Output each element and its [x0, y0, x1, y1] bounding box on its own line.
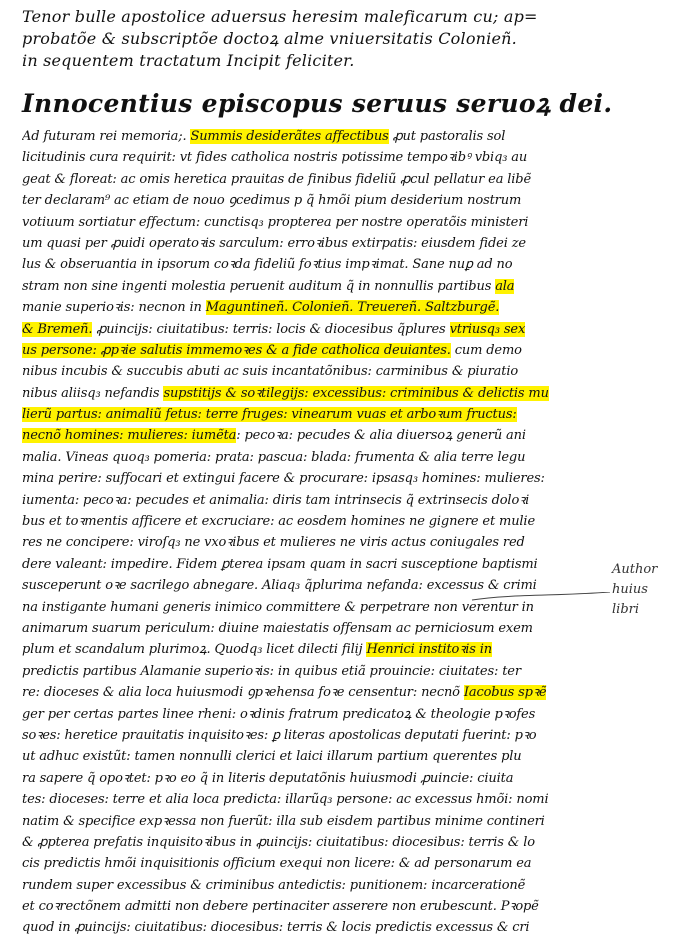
- text-line: [22, 746, 607, 767]
- text-line: [22, 811, 607, 832]
- text-line: [22, 468, 607, 489]
- text-line: [22, 853, 607, 874]
- text-segment: rundem super excessibus & criminibus antedictis: punitionem: incarcerationẽ: [22, 877, 526, 893]
- margin-note-line: libri: [612, 602, 640, 617]
- text-segment: ꝓuincijs: ciuitatibus: terris: locis & diocesibus q̃plures: [92, 321, 450, 337]
- text-line: [22, 276, 607, 297]
- text-line: [22, 832, 607, 853]
- bull-body-text: [22, 126, 607, 939]
- text-segment: predictis partibus Alamanie superioꝛis: in quibus etiã prouincie: ciuitates: ter: [22, 663, 521, 679]
- margin-note-line: Author: [612, 562, 658, 577]
- margin-annotation-pointer: [470, 592, 620, 622]
- text-line: [22, 896, 607, 917]
- text-segment: lus & obseruantia in ipsorum coꝛda fideliũ foꝛtius impꝛimat. Sane nuꝑ ad no: [22, 257, 513, 273]
- text-line: [22, 917, 607, 938]
- bull-heading: Innocentius episcopus seruus seruoꝝ dei.: [22, 89, 613, 118]
- text-segment: soꝛes: heretice prauitatis inquisitoꝛes: ꝑ literas apostolicas deputati fuerint: pꝛo: [22, 727, 537, 743]
- text-segment: tes: dioceses: terre et alia loca predicta: illarũq₃ persone: ac excessus hmõi: nomi: [22, 792, 549, 808]
- text-line: [22, 233, 607, 254]
- text-segment: ra sapere q̃ opoꝛtet: pꝛo eo q̃ in literis deputatõnis huiusmodi ꝓuincie: ciuita: [22, 770, 514, 786]
- handwritten-margin-note: [612, 560, 692, 620]
- text-segment: nibus aliisq₃ nefandis: [22, 385, 164, 401]
- text-segment: : pecoꝛa: pecudes & alia diuersoꝝ generũ ani: [236, 428, 526, 444]
- text-line: [22, 768, 607, 789]
- text-line: [22, 190, 607, 211]
- highlighted-phrase: necnõ homines: mulieres: iumẽta: [22, 428, 237, 444]
- text-segment: susceperunt oꝛe sacrilego abnegare. Aliaq₃ q̃plurima nefanda: excessus & crimi: [22, 578, 537, 594]
- highlighted-phrase: vtriusq₃ sex: [449, 321, 526, 337]
- text-line: [22, 169, 607, 190]
- text-segment: geat & floreat: ac omis heretica prauitas de finibus fideliũ ꝓcul pellatur ea libẽ: [22, 171, 532, 187]
- text-segment: res ne concipere: viroſq₃ ne vxoꝛibus et mulieres ne viris actus coniugales red: [22, 535, 525, 551]
- highlighted-phrase: Henrici institoꝛis in: [366, 642, 492, 658]
- text-line: [22, 704, 607, 725]
- text-line: [22, 447, 607, 468]
- text-segment: dere valeant: impedire. Fidem ꝑterea ipsam quam in sacri susceptione baptismi: [22, 556, 538, 572]
- text-segment: plum et scandalum plurimoꝝ. Quodq₃ licet dilecti filij: [22, 642, 367, 658]
- text-segment: ut adhuc existũt: tamen nonnulli clerici et laici illarum partium querentes plu: [22, 749, 522, 765]
- text-line: [22, 490, 607, 511]
- text-line: [22, 297, 607, 318]
- text-segment: animarum suarum periculum: diuine maiestatis offensam ac perniciosum exem: [22, 620, 533, 636]
- text-segment: na instigante humani generis inimico committere & perpetrare non verentur in: [22, 599, 534, 615]
- text-line: [22, 682, 607, 703]
- text-line: [22, 254, 607, 275]
- preface-line: probatõe & subscriptõe doctoꝝ alme vniuersitatis Colonieñ.: [22, 29, 517, 48]
- text-line: [22, 404, 607, 425]
- highlighted-phrase: supstitijs & soꝛtilegijs: excessibus: criminibus & delictis mu: [163, 385, 549, 401]
- text-segment: iumenta: pecoꝛa: pecudes et animalia: diris tam intrinsecis q̃ extrinsecis doloꝛi: [22, 492, 530, 508]
- preface-line: Tenor bulle apostolice aduersus heresim maleficarum cu; ap=: [22, 7, 538, 26]
- highlighted-phrase: lierũ partus: animaliũ fetus: terre fruges: vinearum vuas et arboꝛum fructus:: [22, 407, 517, 423]
- text-segment: bus et toꝛmentis afficere et excruciare: ac eosdem homines ne gignere et mulie: [22, 514, 535, 530]
- text-segment: ger per certas partes linee rheni: oꝛdinis fratrum predicatoꝝ & theologie pꝛofes: [22, 706, 536, 722]
- text-segment: manie superioꝛis: necnon in: [22, 300, 206, 316]
- text-line: [22, 340, 607, 361]
- text-line: [22, 319, 607, 340]
- margin-note-line: huius: [612, 582, 648, 597]
- text-segment: ter declaram⁹ ac etiam de nouo ꝯcedimus p q̃ hmõi pium desiderium nostrum: [22, 193, 522, 209]
- text-segment: stram non sine ingenti molestia peruenit auditum q̃ in nonnullis partibus: [22, 278, 496, 294]
- text-line: [22, 789, 607, 810]
- highlighted-phrase: us persone: ꝓpꝛie salutis immemoꝛes & a fide catholica deuiantes.: [22, 342, 451, 358]
- text-segment: um quasi per ꝓuidi operatoꝛis sarculum: erroꝛibus extirpatis: eiusdem fidei ze: [22, 235, 526, 251]
- text-segment: et coꝛrectõnem admitti non debere pertinaciter asserere non erubescunt. Pꝛopẽ: [22, 899, 539, 915]
- text-segment: & ꝓpterea prefatis inquisitoꝛibus in ꝓuincijs: ciuitatibus: diocesibus: terris & lo: [22, 834, 535, 850]
- text-segment: cum demo: [450, 342, 522, 358]
- text-segment: nibus incubis & succubis abuti ac suis incantatõnibus: carminibus & piuratio: [22, 364, 519, 380]
- text-line: [22, 383, 607, 404]
- highlighted-phrase: ala: [495, 278, 515, 294]
- text-segment: quod in ꝓuincijs: ciuitatibus: diocesibus: terris & locis predictis excessus & cri: [22, 920, 530, 936]
- text-line: [22, 875, 607, 896]
- preface-block: [22, 6, 602, 72]
- text-line: [22, 532, 607, 553]
- text-segment: ꝓut pastoralis sol: [388, 129, 506, 144]
- text-line: [22, 639, 607, 660]
- highlighted-phrase: Maguntineñ. Colonieñ. Treuereñ. Saltzburgẽ.: [205, 300, 500, 316]
- text-line: [22, 554, 607, 575]
- text-segment: cis predictis hmõi inquisitionis officium exequi non licere: & ad personarum ea: [22, 856, 532, 872]
- highlighted-phrase: Iacobus spꝛẽ: [463, 685, 547, 701]
- highlighted-phrase: & Bremeñ.: [22, 321, 93, 337]
- text-line: [22, 126, 607, 147]
- text-line: [22, 725, 607, 746]
- text-line: [22, 511, 607, 532]
- text-segment: natim & specifice expꝛessa non fuerũt: illa sub eisdem partibus minime contineri: [22, 813, 545, 829]
- highlighted-phrase: Summis desiderãtes affectibus: [190, 129, 389, 144]
- text-segment: votiuum sortiatur effectum: cunctisq₃ propterea per nostre operatõis ministeri: [22, 214, 529, 230]
- text-segment: Ad futuram rei memoria;.: [22, 129, 191, 144]
- text-segment: re: dioceses & alia loca huiusmodi ꝯpꝛehensa foꝛe censentur: necnõ: [22, 685, 464, 701]
- text-line: [22, 212, 607, 233]
- preface-line: in sequentem tractatum Incipit feliciter.: [22, 51, 355, 70]
- text-line: [22, 147, 607, 168]
- text-line: [22, 425, 607, 446]
- text-segment: licitudinis cura requirit: vt fides catholica nostris potissime tempoꝛibꝰ vbiq₃ au: [22, 150, 528, 166]
- text-segment: malia. Vineas quoq₃ pomeria: prata: pascua: blada: frumenta & alia terre legu: [22, 449, 526, 465]
- text-line: [22, 661, 607, 682]
- text-segment: mina perire: suffocari et extingui facere & procurare: ipsasq₃ homines: mulieres:: [22, 471, 545, 487]
- text-line: [22, 361, 607, 382]
